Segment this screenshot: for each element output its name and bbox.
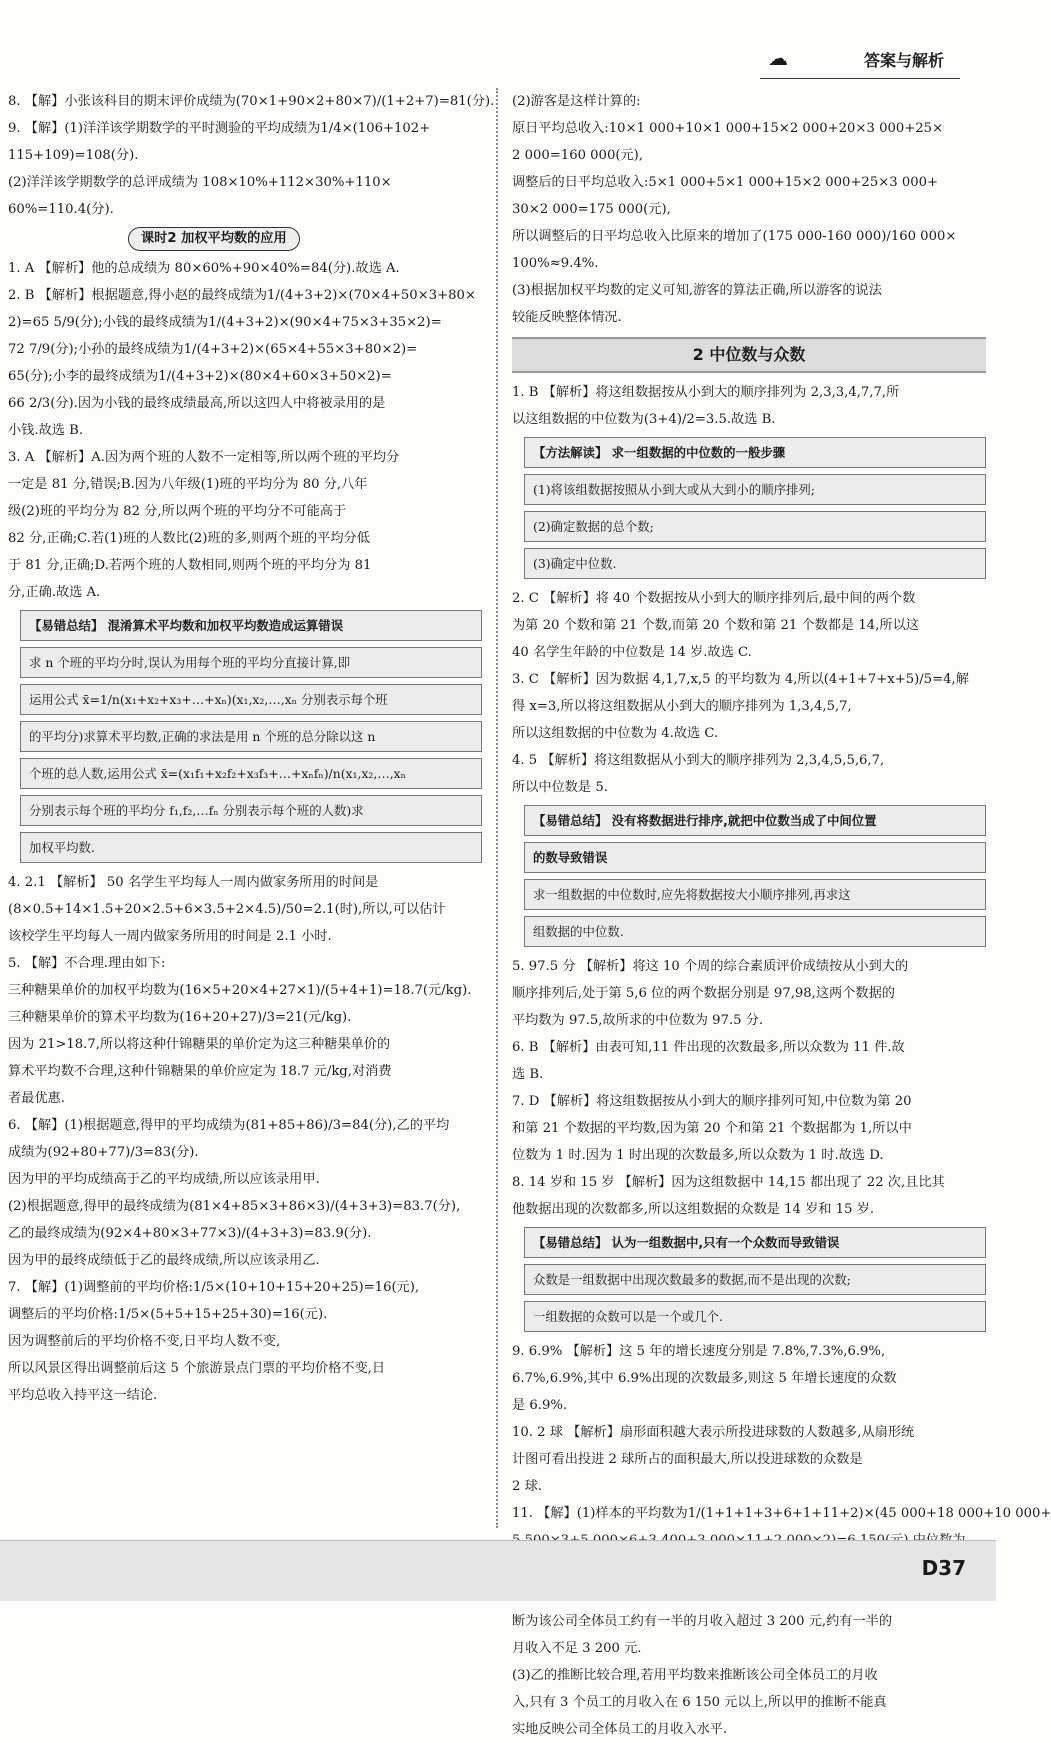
- answer-line: 一定是 81 分,错误;B.因为八年级(1)班的平均分为 80 分,八年: [8, 477, 368, 492]
- answer-line: 该校学生平均每人一周内做家务所用的时间是 2.1 小时.: [8, 929, 332, 944]
- answer-line: 入,只有 3 个员工的月收入在 6 150 元以上,所以甲的推断不能真: [512, 1695, 887, 1710]
- answer-line: 4. 2.1 【解析】 50 名学生平均每人一周内做家务所用的时间是: [8, 875, 379, 890]
- answer-line: 选 B.: [512, 1067, 544, 1082]
- answer-line: 于 81 分,正确;D.若两个班的人数相同,则两个班的平均分为 81: [8, 558, 372, 573]
- answer-line: 三种糖果单价的算术平均数为(16+20+27)/3=21(元/kg).: [8, 1010, 352, 1025]
- answer-line: (3)根据加权平均数的定义可知,游客的算法正确,所以游客的说法: [512, 283, 882, 298]
- answer-line: 实地反映公司全体员工的月收入水平.: [512, 1722, 728, 1737]
- page-number: D37: [921, 1556, 966, 1580]
- answer-line: 因为甲的平均成绩高于乙的平均成绩,所以应该录用甲.: [8, 1172, 320, 1187]
- answer-line: 为第 20 个数和第 21 个数,而第 20 个数和第 21 个数都是 14,所以这: [512, 618, 919, 633]
- answer-line: 9. 【解】(1)洋洋该学期数学的平时测验的平均成绩为1/4×(106+102+: [8, 121, 431, 136]
- answer-line: 11. 【解】(1)样本的平均数为1/(1+1+1+3+6+1+11+2)×(45 000+18 000+10 000+: [512, 1506, 1051, 1521]
- answer-line: 40 名学生年龄的中位数是 14 岁.故选 C.: [512, 645, 752, 660]
- answer-line: 72 7/9(分);小孙的最终成绩为1/(4+3+2)×(65×4+55×3+80×2)=: [8, 342, 418, 357]
- answer-line: 7. D 【解析】将这组数据按从小到大的顺序排列可知,中位数为第 20: [512, 1094, 912, 1109]
- answer-line: 所以中位数是 5.: [512, 780, 608, 795]
- answer-line: 3. C 【解析】因为数据 4,1,7,x,5 的平均数为 4,所以(4+1+7+x+5)/5=4,解: [512, 672, 969, 687]
- answer-line: 6. 【解】(1)根据题意,得甲的平均成绩为(81+85+86)/3=84(分),乙的平均: [8, 1118, 450, 1133]
- note-box-line: 分别表示每个班的平均分 f₁,f₂,…fₙ 分别表示每个班的人数)求: [20, 795, 482, 826]
- answer-line: 因为 21>18.7,所以将这种什锦糖果的单价定为这三种糖果单价的: [8, 1037, 391, 1052]
- note-box-line: 一组数据的众数可以是一个或几个.: [524, 1301, 986, 1332]
- answer-line: 顺序排列后,处于第 5,6 位的两个数据分别是 97,98,这两个数据的: [512, 986, 895, 1001]
- answer-line: 所以调整后的日平均总收入比原来的增加了(175 000-160 000)/160 000×: [512, 229, 957, 244]
- answer-line: 所以风景区得出调整前后这 5 个旅游景点门票的平均价格不变,日: [8, 1361, 386, 1376]
- answer-line: 因为调整前后的平均价格不变,日平均人数不变,: [8, 1334, 281, 1349]
- note-box-line: 加权平均数.: [20, 832, 482, 863]
- answer-line: 2. C 【解析】将 40 个数据按从小到大的顺序排列后,最中间的两个数: [512, 591, 916, 606]
- answer-line: 是 6.9%.: [512, 1398, 568, 1413]
- answer-line: 和第 21 个数据的平均数,因为第 20 个和第 21 个数据都为 1,所以中: [512, 1121, 912, 1136]
- answer-line: 60%=110.4(分).: [8, 202, 114, 217]
- header-title: 答案与解析: [863, 51, 944, 70]
- note-box-line: (3)确定中位数.: [524, 548, 986, 579]
- answer-line: 他数据出现的次数都多,所以这组数据的众数是 14 岁和 15 岁.: [512, 1202, 875, 1217]
- answer-line: 三种糖果单价的加权平均数为(16×5+20×4+27×1)/(5+4+1)=18.7(元/kg).: [8, 983, 472, 998]
- answer-line: 平均总收入持平这一结论.: [8, 1388, 158, 1403]
- answer-line: 2 000=160 000(元),: [512, 148, 644, 163]
- answer-line: 5. 97.5 分 【解析】将这 10 个周的综合素质评价成绩按从小到大的: [512, 959, 909, 974]
- answer-line: 分,正确.故选 A.: [8, 585, 101, 600]
- note-box-line: 【易错总结】 混淆算术平均数和加权平均数造成运算错误: [20, 610, 482, 641]
- note-box-line: 的数导致错误: [524, 842, 986, 873]
- answer-line: (2)根据题意,得甲的最终成绩为(81×4+85×3+86×3)/(4+3+3)=83.7(分),: [8, 1199, 461, 1214]
- answer-line: 算术平均数不合理,这种什锦糖果的单价应定为 18.7 元/kg,对消费: [8, 1064, 392, 1079]
- answer-line: 82 分,正确;C.若(1)班的人数比(2)班的多,则两个班的平均分低: [8, 531, 370, 546]
- answer-line: 6.7%,6.9%,其中 6.9%出现的次数最多,则这 5 年增长速度的众数: [512, 1371, 897, 1386]
- answer-line: 66 2/3(分).因为小钱的最终成绩最高,所以这四人中将被录用的是: [8, 396, 386, 411]
- answer-line: 100%≈9.4%.: [512, 256, 599, 271]
- answer-line: 原日平均总收入:10×1 000+10×1 000+15×2 000+20×3 000+25×: [512, 121, 944, 136]
- note-box-line: 组数据的中位数.: [524, 916, 986, 947]
- answer-line: 调整后的日平均总收入:5×1 000+5×1 000+15×2 000+25×3 000+: [512, 175, 939, 190]
- section-heading: 课时2 加权平均数的应用: [128, 227, 300, 251]
- answer-line: 2. B 【解析】根据题意,得小赵的最终成绩为1/(4+3+2)×(70×4+50×3+80×: [8, 288, 476, 303]
- answer-line: 成绩为(92+80+77)/3=83(分).: [8, 1145, 199, 1160]
- answer-line: 乙的最终成绩为(92×4+80×3+77×3)/(4+3+3)=83.9(分).: [8, 1226, 372, 1241]
- column-divider: [496, 88, 498, 1528]
- answer-line: 2)=65 5/9(分);小钱的最终成绩为1/(4+3+2)×(90×4+75×3+35×2)=: [8, 315, 442, 330]
- answer-line: 位数为 1 时.因为 1 时出现的次数最多,所以众数为 1 时.故选 D.: [512, 1148, 884, 1163]
- answer-line: 1. A 【解析】他的总成绩为 80×60%+90×40%=84(分).故选 A.: [8, 261, 400, 276]
- note-box-line: 众数是一组数据中出现次数最多的数据,而不是出现的次数;: [524, 1264, 986, 1295]
- cloud-icon: ☁: [768, 46, 788, 70]
- answer-line: 月收入不足 3 200 元.: [512, 1641, 642, 1656]
- answer-line: 平均数为 97.5,故所求的中位数为 97.5 分.: [512, 1013, 764, 1028]
- note-box-line: 的平均分)求算术平均数,正确的求法是用 n 个班的总分除以这 n: [20, 721, 482, 752]
- chapter-heading: 2 中位数与众数: [512, 337, 986, 373]
- answer-line: (3)乙的推断比较合理,若用平均数来推断该公司全体员工的月收: [512, 1668, 878, 1683]
- answer-line: 断为该公司全体员工约有一半的月收入超过 3 200 元,约有一半的: [512, 1614, 893, 1629]
- answer-line: 计图可看出投进 2 球所占的面积最大,所以投进球数的众数是: [512, 1452, 863, 1467]
- answer-line: (2)洋洋该学期数学的总评成绩为 108×10%+112×30%+110×: [8, 175, 392, 190]
- answer-line: 5. 【解】不合理.理由如下:: [8, 956, 166, 971]
- answer-line: 因为甲的最终成绩低于乙的最终成绩,所以应该录用乙.: [8, 1253, 320, 1268]
- answer-line: 4. 5 【解析】将这组数据从小到大的顺序排列为 2,3,4,5,5,6,7,: [512, 753, 885, 768]
- answer-line: 1. B 【解析】将这组数据按从小到大的顺序排列为 2,3,3,4,7,7,所: [512, 385, 900, 400]
- note-box-line: (2)确定数据的总个数;: [524, 511, 986, 542]
- answer-line: 10. 2 球 【解析】扇形面积越大表示所投进球数的人数越多,从扇形统: [512, 1425, 915, 1440]
- answer-line: 8. 【解】小张该科目的期末评价成绩为(70×1+90×2+80×7)/(1+2+7)=81(分).: [8, 94, 495, 109]
- right-column: [512, 88, 1051, 1743]
- note-box-line: 求一组数据的中位数时,应先将数据按大小顺序排列,再求这: [524, 879, 986, 910]
- answer-line: 以这组数据的中位数为(3+4)/2=3.5.故选 B.: [512, 412, 776, 427]
- answer-line: 小钱.故选 B.: [8, 423, 84, 438]
- answer-line: 65(分);小李的最终成绩为1/(4+3+2)×(80×4+60×3+50×2)=: [8, 369, 392, 384]
- note-box-line: 【易错总结】 认为一组数据中,只有一个众数而导致错误: [524, 1227, 986, 1258]
- answer-line: (8×0.5+14×1.5+20×2.5+6×3.5+2×4.5)/50=2.1(时),所以,可以估计: [8, 902, 446, 917]
- answer-line: 7. 【解】(1)调整前的平均价格:1/5×(10+10+15+20+25)=16(元),: [8, 1280, 420, 1295]
- answer-line: 者最优惠.: [8, 1091, 65, 1106]
- left-column: [8, 88, 495, 1409]
- note-box-line: 【易错总结】 没有将数据进行排序,就把中位数当成了中间位置: [524, 805, 986, 836]
- note-box-line: 个班的总人数,运用公式 x̄=(x₁f₁+x₂f₂+x₃f₃+…+xₙfₙ)/n(x₁,x₂,…,xₙ: [20, 758, 482, 789]
- answer-line: 级(2)班的平均分为 82 分,所以两个班的平均分不可能高于: [8, 504, 347, 519]
- answer-line: 6. B 【解析】由表可知,11 件出现的次数最多,所以众数为 11 件.故: [512, 1040, 905, 1055]
- answer-line: 得 x=3,所以将这组数据从小到大的顺序排列为 1,3,4,5,7,: [512, 699, 852, 714]
- page-header: [760, 40, 960, 79]
- answer-line: 2 球.: [512, 1479, 542, 1494]
- note-box-line: 求 n 个班的平均分时,误认为用每个班的平均分直接计算,即: [20, 647, 482, 678]
- footer-band: [0, 1540, 996, 1601]
- note-box-line: 【方法解读】 求一组数据的中位数的一般步骤: [524, 437, 986, 468]
- answer-line: 3. A 【解析】A.因为两个班的人数不一定相等,所以两个班的平均分: [8, 450, 400, 465]
- answer-line: 8. 14 岁和 15 岁 【解析】因为这组数据中 14,15 都出现了 22 次,且比其: [512, 1175, 945, 1190]
- answer-line: (2)游客是这样计算的:: [512, 94, 641, 109]
- answer-line: 所以这组数据的中位数为 4.故选 C.: [512, 726, 719, 741]
- answer-line: 9. 6.9% 【解析】这 5 年的增长速度分别是 7.8%,7.3%,6.9%,: [512, 1344, 886, 1359]
- answer-line: 115+109)=108(分).: [8, 148, 139, 163]
- answer-line: 调整后的平均价格:1/5×(5+5+15+25+30)=16(元).: [8, 1307, 328, 1322]
- answer-line: 较能反映整体情况.: [512, 310, 622, 325]
- answer-line: 30×2 000=175 000(元),: [512, 202, 671, 217]
- note-box-line: 运用公式 x̄=1/n(x₁+x₂+x₃+…+xₙ)(x₁,x₂,…,xₙ 分别表示每个班: [20, 684, 482, 715]
- note-box-line: (1)将该组数据按照从小到大或从大到小的顺序排列;: [524, 474, 986, 505]
